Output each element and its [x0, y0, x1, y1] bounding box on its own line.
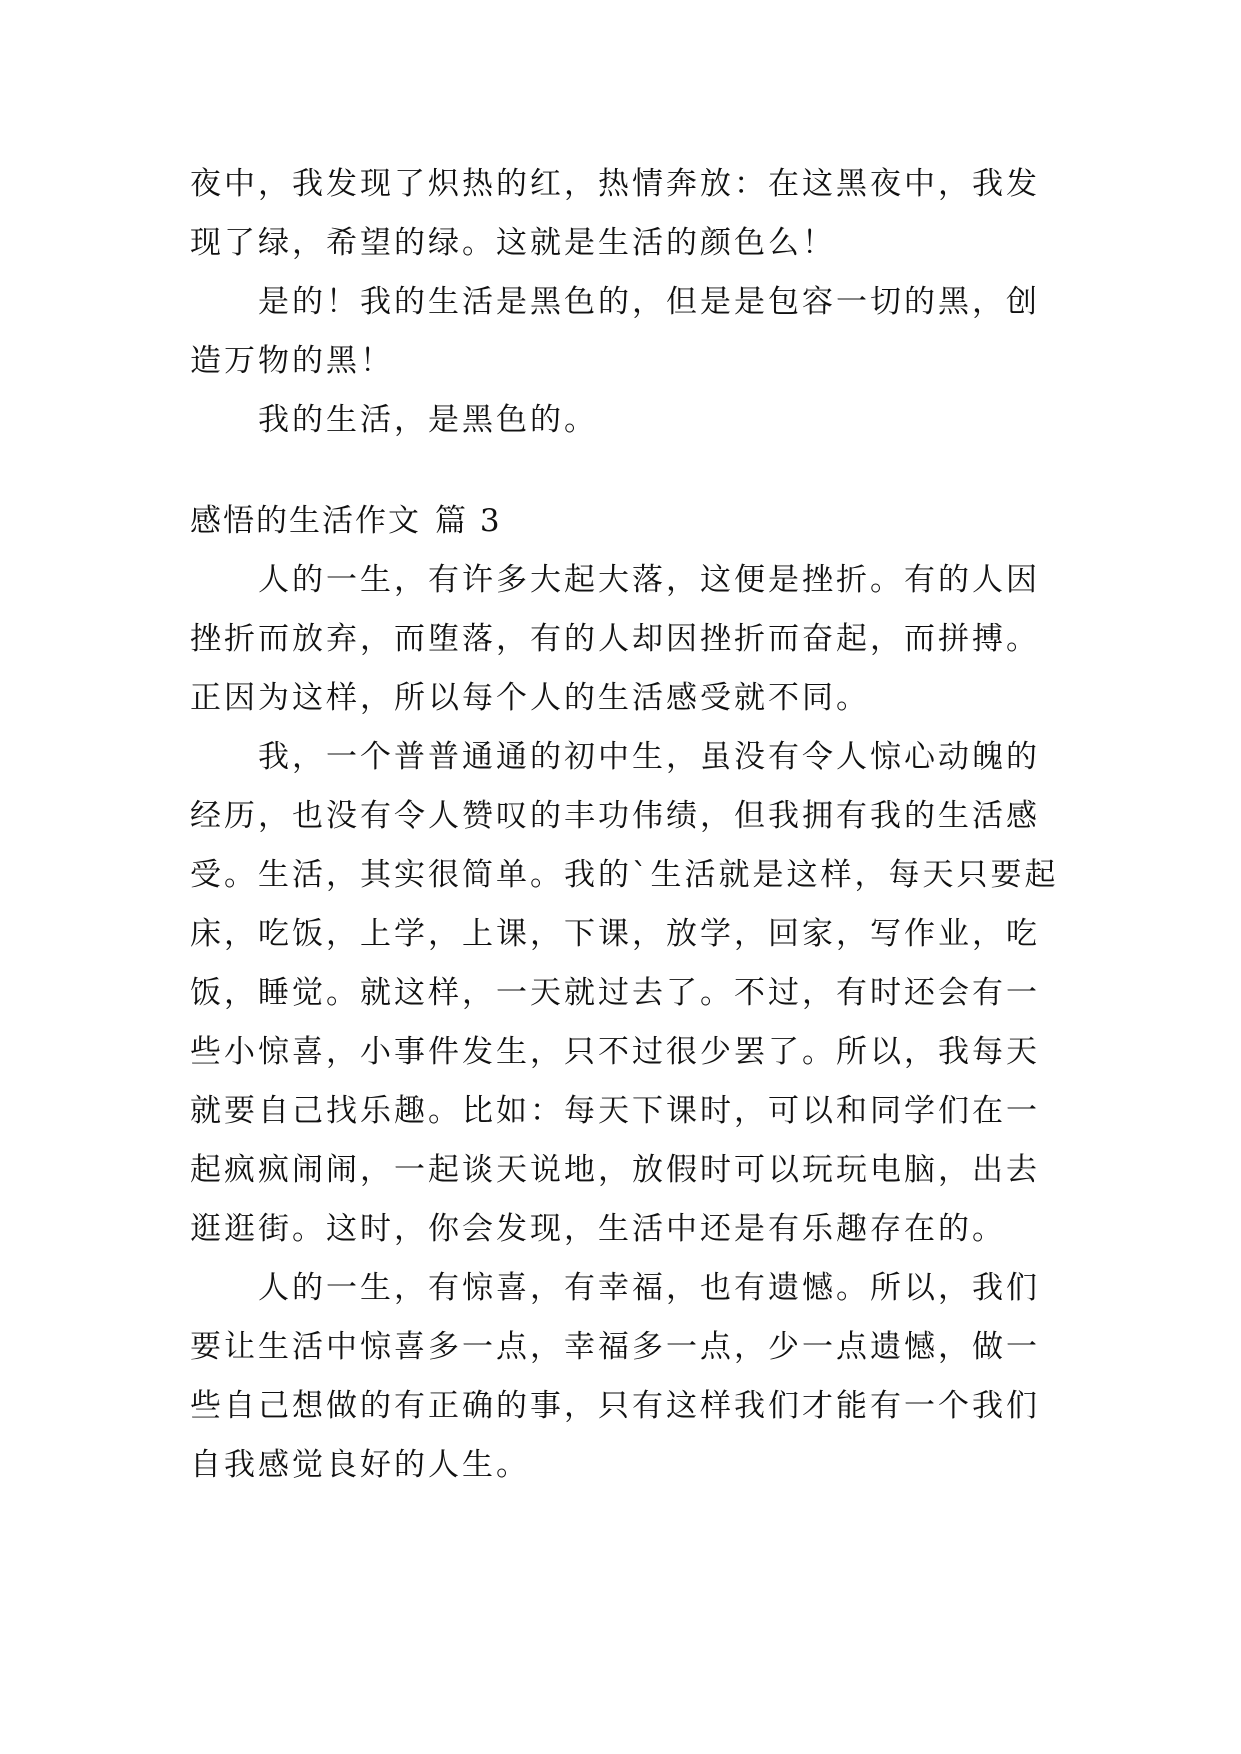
document-body [190, 155, 1060, 1495]
section-title: 感悟的生活作文 [190, 503, 421, 539]
paragraph: 人的一生，有许多大起大落，这便是挫折。有的人因挫折而放弃，而堕落，有的人却因挫折而奋起，而拼搏。正因为这样，所以每个人的生活感受就不同。 [190, 562, 1040, 716]
paragraph: 我的生活，是黑色的。 [258, 402, 598, 438]
paragraph: 人的一生，有惊喜，有幸福，也有遗憾。所以，我们要让生活中惊喜多一点，幸福多一点，少一点遗憾，做一些自己想做的有正确的事，只有这样我们才能有一个我们自我感觉良好的人生。 [190, 1270, 1040, 1483]
section-heading [190, 492, 1060, 551]
paragraph: 是的！我的生活是黑色的，但是是包容一切的黑，创造万物的黑！ [190, 284, 1040, 379]
paragraph: 我，一个普普通通的初中生，虽没有令人惊心动魄的经历，也没有令人赞叹的丰功伟绩，但我拥有我的生活感受。生活，其实很简单。我的`生活就是这样，每天只要起床，吃饭，上学，上课，下课，放学，回家，写作业，吃饭，睡觉。就这样，一天就过去了。不过，有时还会有一些小惊喜，小事件发生，只不过很少罢了。所以，我每天就要自己找乐趣。比如：每天下课时，可以和同学们在一起疯疯闹闹，一起谈天说地，放假时可以玩玩电脑，出去逛逛街。这时，你会发现，生活中还是有乐趣存在的。 [190, 739, 1059, 1247]
paragraph-continuation: 夜中，我发现了炽热的红，热情奔放：在这黑夜中，我发现了绿，希望的绿。这就是生活的颜色么！ [190, 166, 1040, 261]
section-number: 篇 3 [435, 503, 502, 539]
